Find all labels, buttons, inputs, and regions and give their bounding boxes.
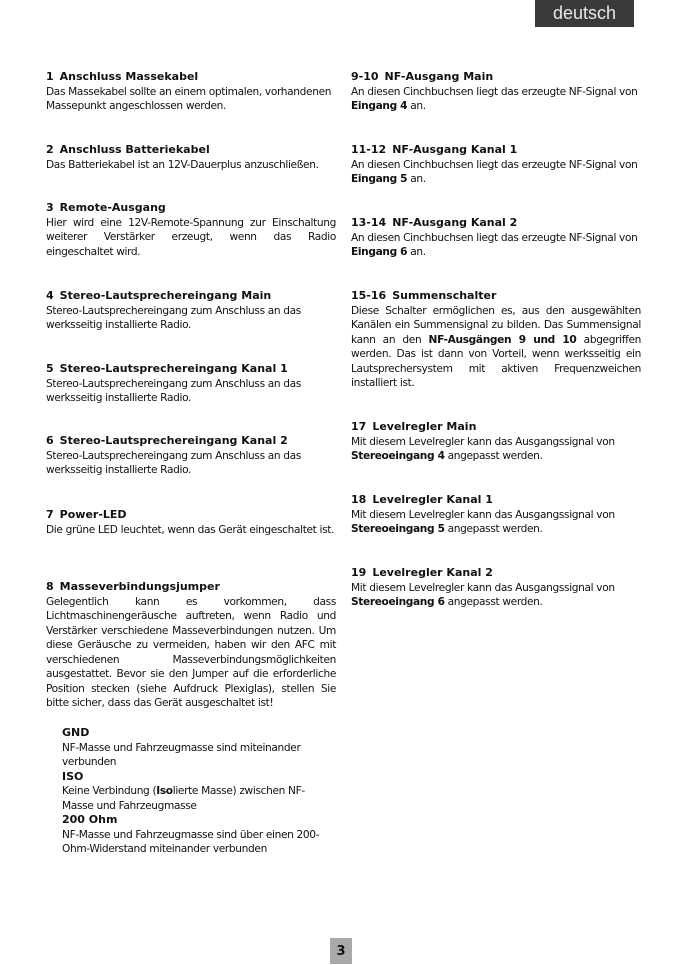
section-text: Gelegentlich kann es vorkommen, dass Lichtmaschinengeräusche auftreten, wenn Radio und Verstärker verschiedene Masseverbindungen nutzen. Um diese Geräusche zu vermeiden, haben wir den AFC mit verschiedenen Masseverbindungsmöglichkeiten ausgestattet. Bevor sie den Jumper auf die erforderliche Position stecken (siehe Aufdruck Plexiglas), stellen Sie bitte sicher, dass das Gerät ausgeschaltet ist! [46,595,336,709]
section-heading: 2 Anschluss Batteriekabel [46,143,210,156]
section-heading: 11-12 NF-Ausgang Kanal 1 [351,143,518,156]
section-8 [46,580,336,711]
section-text: Stereo-Lautsprechereingang zum Anschluss an das werksseitig installierte Radio. [46,304,301,331]
option-label-200-ohm: 200 Ohm [62,813,118,826]
option-label-iso: ISO [62,769,84,783]
section-heading: 17 Levelregler Main [351,420,477,433]
section-text: Stereo-Lautsprechereingang zum Anschluss an das werksseitig installierte Radio. [46,449,301,476]
section-3 [46,201,336,259]
section-text: An diesen Cinchbuchsen liegt das erzeugte NF-Signal von Eingang 6 an. [351,231,638,258]
section-heading: 15-16 Summenschalter [351,289,497,302]
section-text: Die grüne LED leuchtet, wenn das Gerät eingeschaltet ist. [46,523,335,536]
section-heading: 5 Stereo-Lautsprechereingang Kanal 1 [46,362,288,375]
option-text-iso: Keine Verbindung (Isolierte Masse) zwischen NF-Masse und Fahrzeugmasse [62,785,305,812]
section-text: An diesen Cinchbuchsen liegt das erzeugte NF-Signal von Eingang 5 an. [351,158,638,185]
option-text-200-ohm: NF-Masse und Fahrzeugmasse sind über einen 200-Ohm-Widerstand miteinander verbunden [62,828,320,855]
section-11-12 [351,143,641,187]
section-text: Hier wird eine 12V-Remote-Spannung zur Einschaltung weiterer Verstärker erzeugt, wenn das Radio eingeschaltet wird. [46,216,336,258]
section-text: Mit diesem Levelregler kann das Ausgangssignal von Stereoeingang 5 angepasst werden. [351,508,615,535]
section-heading: 1 Anschluss Massekabel [46,70,199,83]
section-17 [351,420,641,464]
section-heading: 3 Remote-Ausgang [46,201,166,214]
section-text: Mit diesem Levelregler kann das Ausgangssignal von Stereoeingang 4 angepasst werden. [351,435,615,462]
section-2 [46,143,336,172]
section-heading: 8 Masseverbindungsjumper [46,580,220,593]
section-1 [46,70,336,114]
section-text: Mit diesem Levelregler kann das Ausgangssignal von Stereoeingang 6 angepasst werden. [351,581,615,608]
page-number: 3 [330,938,352,964]
section-15-16 [351,289,641,391]
section-19 [351,566,641,610]
section-4 [46,289,336,333]
jumper-options [62,726,322,857]
option-label-gnd: GND [62,726,90,739]
option-text-gnd: NF-Masse und Fahrzeugmasse sind miteinander verbunden [62,741,301,768]
section-heading: 7 Power-LED [46,508,127,521]
section-text: Diese Schalter ermöglichen es, aus den ausgewählten Kanälen ein Summensignal zu bilden. Das Summensignal kann an den NF-Ausgängen 9 und 10 abgegriffen werden. Das ist dann von Vorteil, wenn werksseitig ein Lautsprechersystem mit aktiven Frequenzweichen installiert ist. [351,304,641,389]
section-7 [46,508,336,537]
section-text: Das Batteriekabel ist an 12V-Dauerplus anzuschließen. [46,158,319,171]
section-18 [351,493,641,537]
language-tab: deutsch [535,0,634,27]
section-text: Stereo-Lautsprechereingang zum Anschluss an das werksseitig installierte Radio. [46,377,301,404]
section-heading: 6 Stereo-Lautsprechereingang Kanal 2 [46,434,288,447]
section-heading: 19 Levelregler Kanal 2 [351,566,493,579]
section-6 [46,434,336,478]
section-9-10 [351,70,641,114]
section-heading: 13-14 NF-Ausgang Kanal 2 [351,216,518,229]
section-13-14 [351,216,641,260]
section-heading: 9-10 NF-Ausgang Main [351,70,494,83]
section-5 [46,362,336,406]
section-heading: 4 Stereo-Lautsprechereingang Main [46,289,272,302]
section-text: Das Massekabel sollte an einem optimalen, vorhandenen Massepunkt angeschlossen werden. [46,85,332,112]
section-heading: 18 Levelregler Kanal 1 [351,493,493,506]
section-text: An diesen Cinchbuchsen liegt das erzeugte NF-Signal von Eingang 4 an. [351,85,638,112]
